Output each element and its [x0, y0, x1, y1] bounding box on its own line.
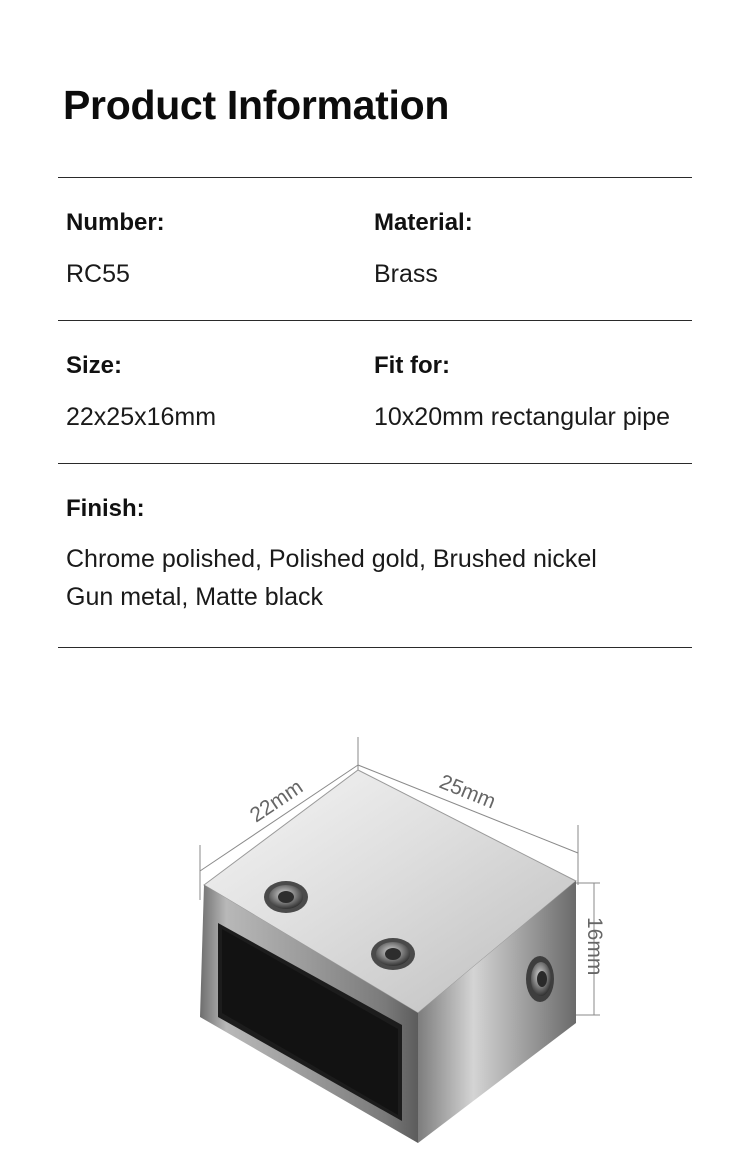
page-title: Product Information — [63, 82, 450, 128]
material-label: Material: — [374, 209, 473, 236]
screw-icon — [264, 881, 308, 913]
fit-for-label: Fit for: — [374, 352, 450, 379]
divider-bottom — [58, 647, 692, 648]
divider-top — [58, 177, 692, 178]
fit-for-value: 10x20mm rectangular pipe — [374, 403, 670, 431]
dimension-width: 22mm — [245, 775, 308, 828]
size-value: 22x25x16mm — [66, 403, 217, 431]
finish-line-1: Chrome polished, Polished gold, Brushed nickel — [66, 545, 597, 573]
divider-1 — [58, 320, 692, 321]
divider-2 — [58, 463, 692, 464]
number-value: RC55 — [66, 260, 130, 288]
material-value: Brass — [374, 260, 438, 288]
product-diagram — [0, 725, 750, 1173]
screw-icon — [526, 956, 554, 1002]
size-label: Size: — [66, 352, 123, 379]
dimension-length: 25mm — [436, 770, 499, 814]
screw-icon — [371, 938, 415, 970]
number-label: Number: — [66, 209, 165, 236]
finish-label: Finish: — [66, 495, 145, 522]
finish-line-2: Gun metal, Matte black — [66, 583, 324, 611]
dimension-height: 16mm — [583, 917, 606, 976]
